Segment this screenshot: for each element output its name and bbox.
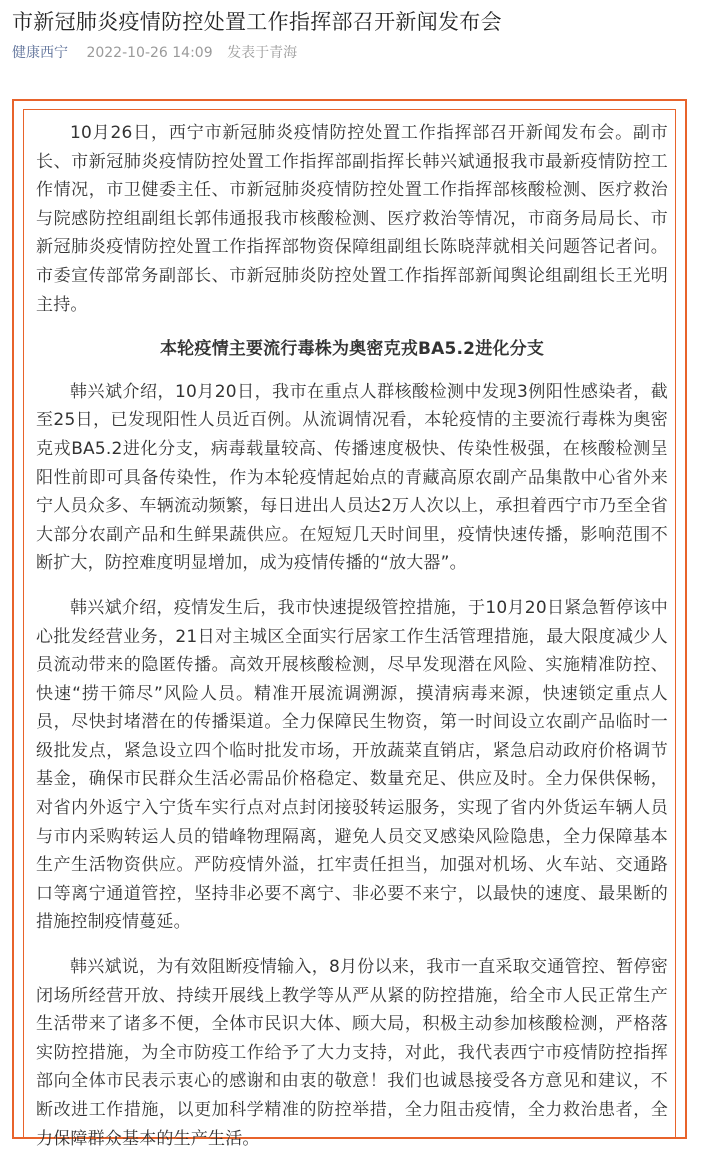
account-name-link[interactable]: 健康西宁 (12, 45, 68, 61)
article-meta (12, 42, 297, 62)
article-title: 市新冠肺炎疫情防控处置工作指挥部召开新闻发布会 (12, 10, 502, 34)
paragraph-intro: 10月26日，西宁市新冠肺炎疫情防控处置工作指挥部召开新闻发布会。副市长、市新冠肺炎疫情防控处置工作指挥部副指挥长韩兴斌通报我市最新疫情防控工作情况，市卫健委主任、市新冠肺炎疫情防控处置工作指挥部核酸检测、医疗救治与院感防控组副组长郭伟通报我市核酸检测、医疗救治等情况，市商务局局长、市新冠肺炎疫情防控处置工作指挥部物资保障组副组长陈晓萍就相关问题答记者问。市委宣传部常务副部长、市新冠肺炎防控处置工作指挥部新闻舆论组副组长王光明主持。 (36, 123, 668, 315)
publish-location: 发表于青海 (227, 45, 298, 61)
publish-date: 2022-10-26 14:09 (86, 45, 213, 61)
section-subheading: 本轮疫情主要流行毒株为奥密克戎BA5.2进化分支 (159, 339, 545, 360)
paragraph-outbreak-situation: 韩兴斌介绍，10月20日，我市在重点人群核酸检测中发现3例阳性感染者，截至25日，已发现阳性人员近百例。从流调情况看，本轮疫情的主要流行毒株为奥密克戎BA5.2进化分支，病毒载量较高、传播速度极快、传染性极强，在核酸检测呈阳性前即可具备传染性，作为本轮疫情起始点的青藏高原农副产品集散中心省外来宁人员众多、车辆流动频繁，每日进出人员达2万人次以上，承担着西宁市乃至全省大部分农副产品和生鲜果蔬供应。在短短几天时间里，疫情快速传播，影响范围不断扩大，防控难度明显增加，成为疫情传播的“放大器”。 (36, 381, 668, 574)
article-body (36, 119, 668, 1169)
paragraph-thanks: 韩兴斌说，为有效阻断疫情输入，8月份以来，我市一直采取交通管控、暂停密闭场所经营开放、持续开展线上教学等从严从紧的防控措施，给全市人民正常生产生活带来了诸多不便，全体市民识大体、顾大局，积极主动参加核酸检测，严格落实防控措施，为全市防疫工作给予了大力支持，对此，我代表西宁市疫情防控指挥部向全体市民表示衷心的感谢和由衷的敬意！我们也诚恳接受各方意见和建议，不断改进工作措施，以更加科学精准的防控举措，全力阻击疫情，全力救治患者，全力保障群众基本的生产生活。 (36, 957, 668, 1149)
paragraph-control-measures: 韩兴斌介绍，疫情发生后，我市快速提级管控措施，于10月20日紧急暂停该中心批发经营业务，21日对主城区全面实行居家工作生活管理措施，最大限度减少人员流动带来的隐匿传播。高效开展核酸检测，尽早发现潜在风险、实施精准防控、快速“捞干筛尽”风险人员。精准开展流调溯源，摸清病毒来源，快速锁定重点人员，尽快封堵潜在的传播渠道。全力保障民生物资，第一时间设立农副产品临时一级批发点，紧急设立四个临时批发市场，开放蔬菜直销店，紧急启动政府价格调节基金，确保市民群众生活必需品价格稳定、数量充足、供应及时。全力保供保畅，对省内外返宁入宁货车实行点对点封闭接驳转运服务，实现了省内外货运车辆人员与市内采购转运人员的错峰物理隔离，避免人员交叉感染风险隐患，全力保障基本生产生活物资供应。严防疫情外溢，扛牢责任担当，加强对机场、火车站、交通路口等离宁通道管控，坚持非必要不离宁、非必要不来宁，以最快的速度、最果断的措施控制疫情蔓延。 (36, 597, 668, 933)
